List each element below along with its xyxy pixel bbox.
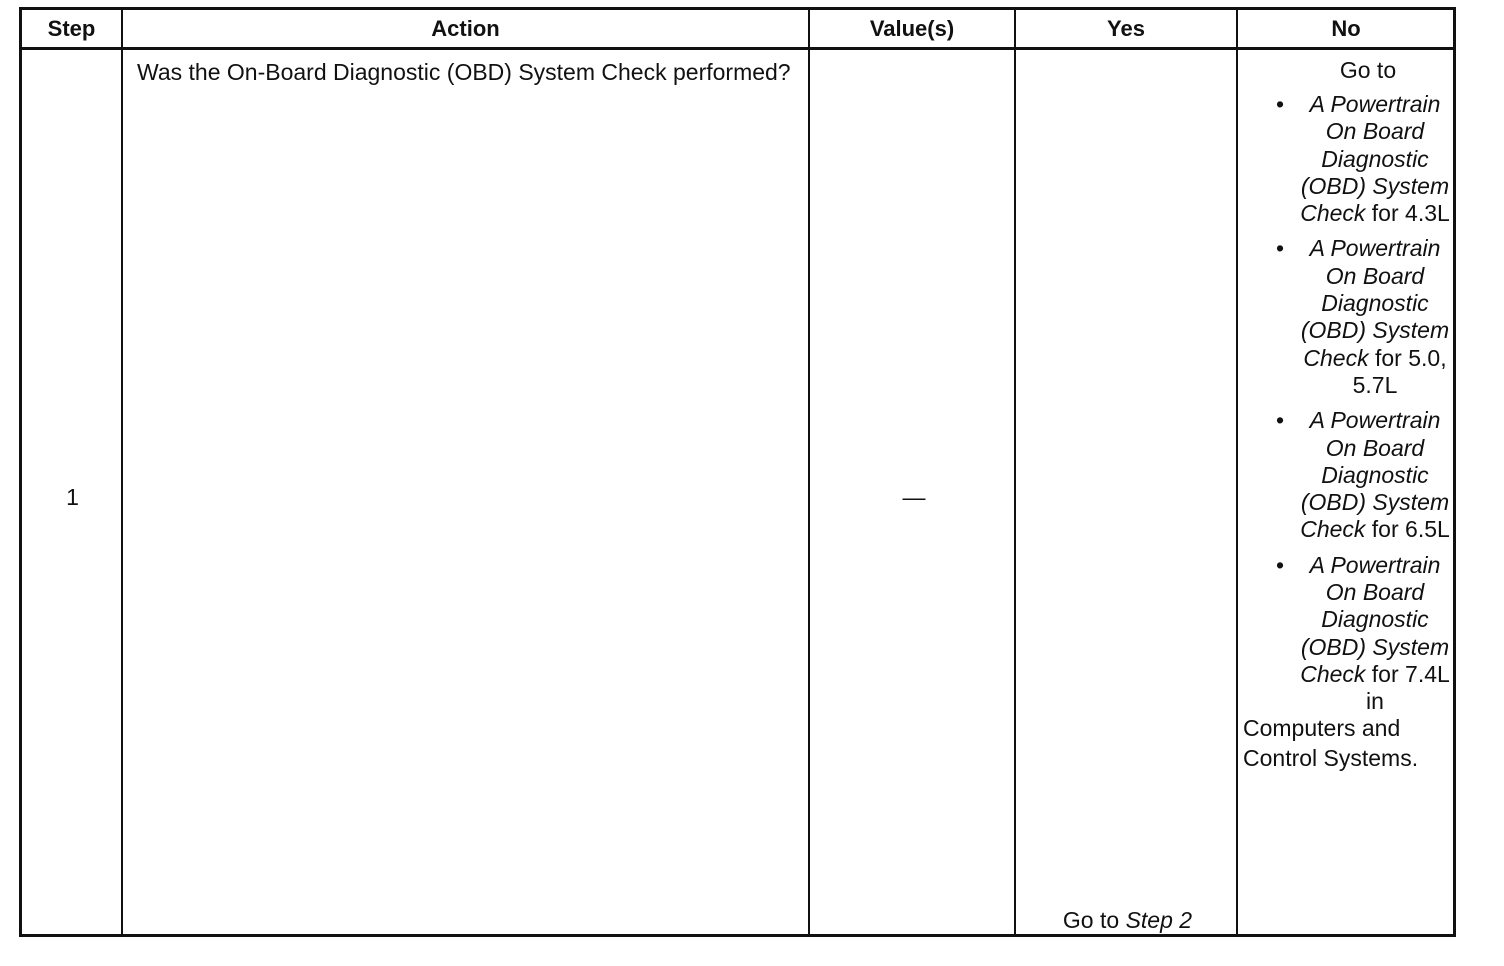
yes-step-link[interactable]: Step 2: [1125, 907, 1193, 933]
no-item-suffix: for 5.0, 5.7L: [1352, 344, 1447, 398]
yes-goto: [1017, 907, 1238, 934]
header-values: Value(s): [869, 15, 955, 41]
no-item-suffix: for 6.5L: [1365, 516, 1450, 543]
no-item-suffix: for 7.4L in: [1365, 660, 1450, 715]
header-action: Action: [431, 15, 500, 41]
value-text: —: [902, 484, 926, 510]
no-goto-intro: Go to: [1339, 57, 1397, 83]
action-text: Was the On-Board Diagnostic (OBD) System Check performed?: [137, 59, 791, 85]
no-list-item: [1240, 91, 1456, 227]
column-divider: [121, 10, 123, 934]
bullet-icon: •: [1276, 407, 1285, 434]
no-list-item: [1240, 235, 1456, 399]
no-list-item: [1240, 552, 1456, 716]
no-item-link[interactable]: A Powertrain On Board Diagnostic (OBD) System Check: [1300, 407, 1450, 543]
no-item-suffix: for 4.3L: [1365, 200, 1450, 227]
no-list-item: [1240, 407, 1456, 543]
no-trailer-text: Computers and Control Systems.: [1243, 714, 1419, 771]
header-step: Step: [47, 15, 96, 41]
bullet-icon: •: [1276, 91, 1285, 117]
diagnostic-table: [19, 7, 1456, 937]
bullet-icon: •: [1276, 235, 1285, 262]
yes-goto-prefix: Go to: [1062, 907, 1126, 933]
bullet-icon: •: [1276, 551, 1285, 578]
column-divider: [1014, 10, 1016, 934]
no-item-link[interactable]: A Powertrain On Board Diagnostic (OBD) System Check: [1300, 235, 1450, 371]
column-divider: [808, 10, 810, 934]
no-item-link[interactable]: A Powertrain On Board Diagnostic (OBD) System Check: [1300, 91, 1450, 227]
step-number: 1: [66, 484, 79, 510]
header-divider: [22, 47, 1453, 50]
header-no: No: [1331, 15, 1361, 41]
no-column: [1240, 57, 1456, 773]
no-item-link[interactable]: A Powertrain On Board Diagnostic (OBD) System Check: [1300, 551, 1450, 687]
header-yes: Yes: [1107, 15, 1145, 41]
column-divider: [1236, 10, 1238, 934]
